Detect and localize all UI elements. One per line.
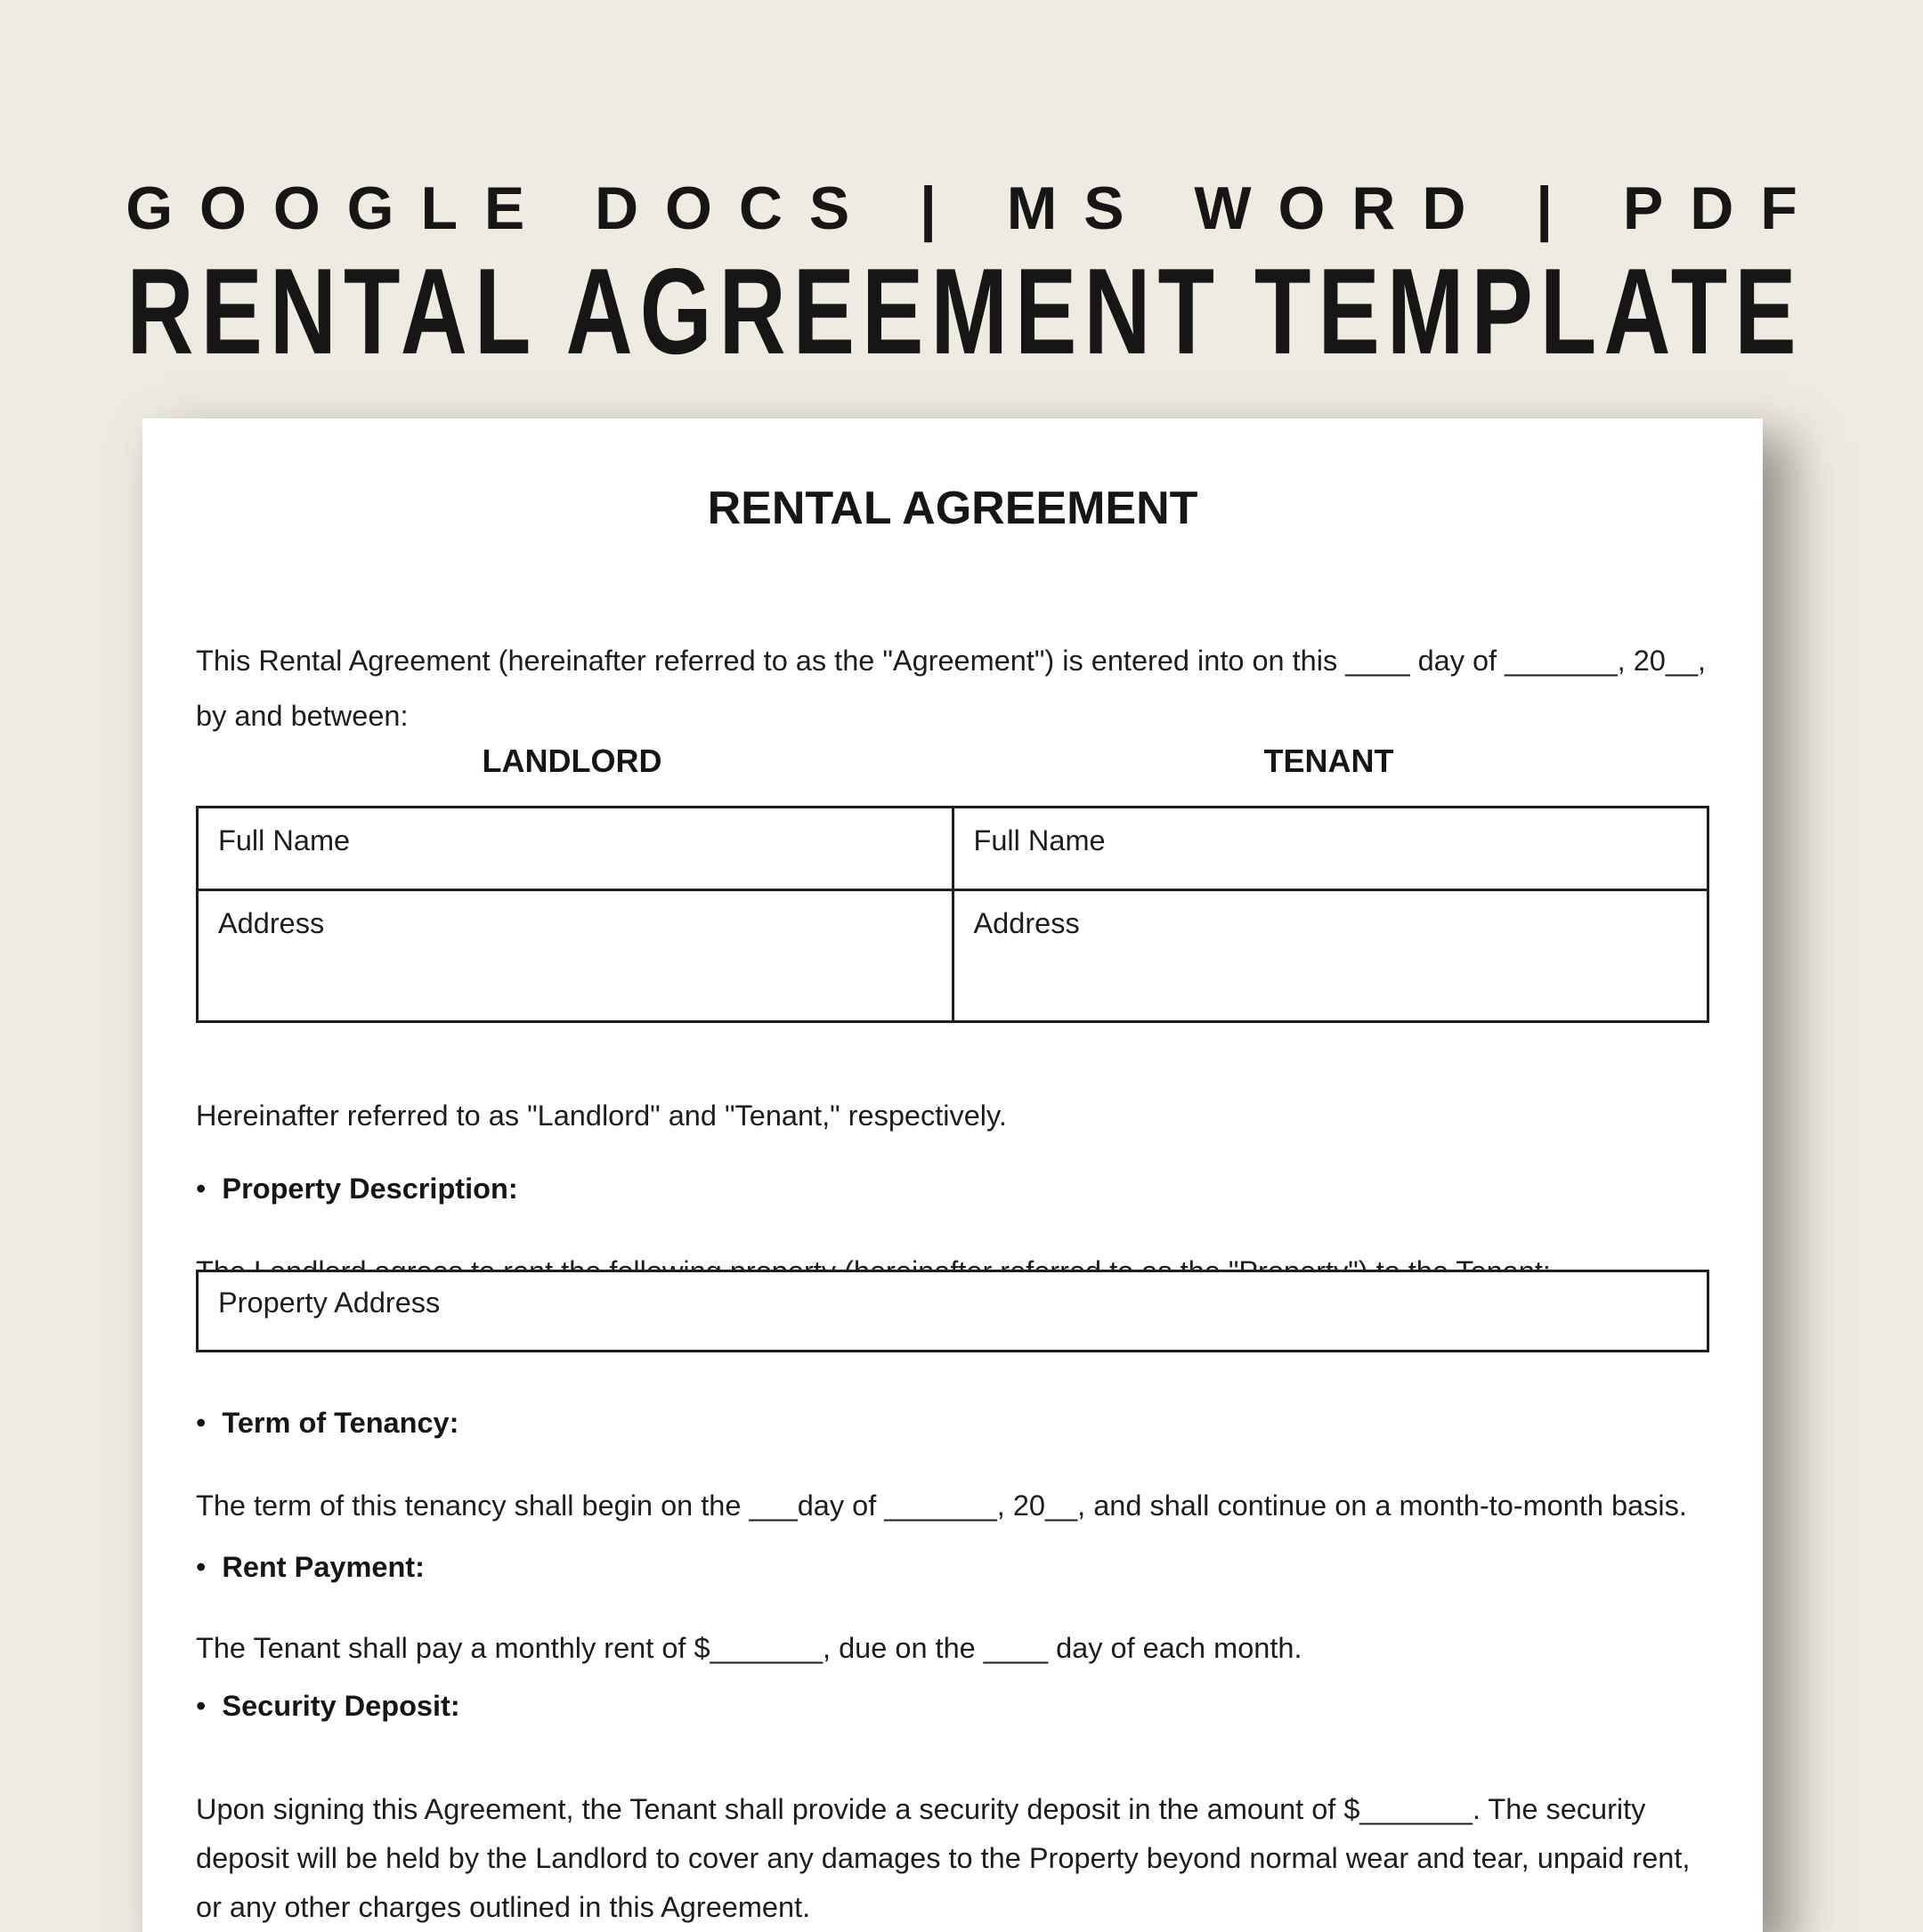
- banner-title-line: RENTAL AGREEMENT TEMPLATE: [126, 244, 1804, 381]
- section-heading-security-deposit: [196, 1686, 1709, 1725]
- section-heading-rent-payment: [196, 1547, 1709, 1587]
- document-title: RENTAL AGREEMENT: [707, 483, 1198, 534]
- section-heading-label: Property Description:: [222, 1173, 518, 1205]
- intro-paragraph: This Rental Agreement (hereinafter referred to as the "Agreement") is entered into on this ____ day of _______, 20__, by and between:: [196, 644, 1707, 732]
- table-row-address: [198, 890, 1708, 1022]
- tenant-address-cell: Address: [953, 890, 1708, 1022]
- tenant-column-header: TENANT: [1263, 743, 1394, 779]
- bullet-icon: •: [196, 1407, 207, 1439]
- document-page: [142, 418, 1763, 1932]
- security-deposit-text: Upon signing this Agreement, the Tenant shall provide a security deposit in the amount of $_______. The security deposit will be held by the Landlord to cover any damages to the Property beyond normal wear and tear, unpaid rent, or any other charges outlined in this Agreement.: [196, 1792, 1691, 1923]
- bullet-icon: •: [196, 1173, 207, 1205]
- landlord-address-cell: Address: [198, 890, 953, 1022]
- landlord-column-header: LANDLORD: [482, 743, 662, 779]
- property-address-label: Property Address: [218, 1287, 441, 1319]
- tenant-full-name-cell: Full Name: [953, 808, 1708, 890]
- section-heading-property-description: [196, 1169, 1709, 1208]
- parties-note: Hereinafter referred to as "Landlord" and "Tenant," respectively.: [196, 1099, 1007, 1132]
- rent-payment-text: The Tenant shall pay a monthly rent of $_______, due on the ____ day of each month.: [196, 1631, 1302, 1664]
- parties-table: [196, 806, 1709, 1023]
- table-row-full-name: [198, 808, 1708, 890]
- term-of-tenancy-text: The term of this tenancy shall begin on the ___day of _______, 20__, and shall continue on a month-to-month basis.: [196, 1489, 1687, 1522]
- section-heading-term-of-tenancy: [196, 1403, 1709, 1442]
- landlord-full-name-cell: Full Name: [198, 808, 953, 890]
- property-address-box: [196, 1270, 1709, 1352]
- bullet-icon: •: [196, 1690, 207, 1722]
- section-heading-label: Security Deposit:: [222, 1690, 460, 1722]
- section-heading-label: Term of Tenancy:: [222, 1407, 459, 1439]
- banner-formats-line: GOOGLE DOCS | MS WORD | PDF: [126, 175, 1824, 242]
- bullet-icon: •: [196, 1551, 207, 1583]
- section-heading-label: Rent Payment:: [222, 1551, 425, 1583]
